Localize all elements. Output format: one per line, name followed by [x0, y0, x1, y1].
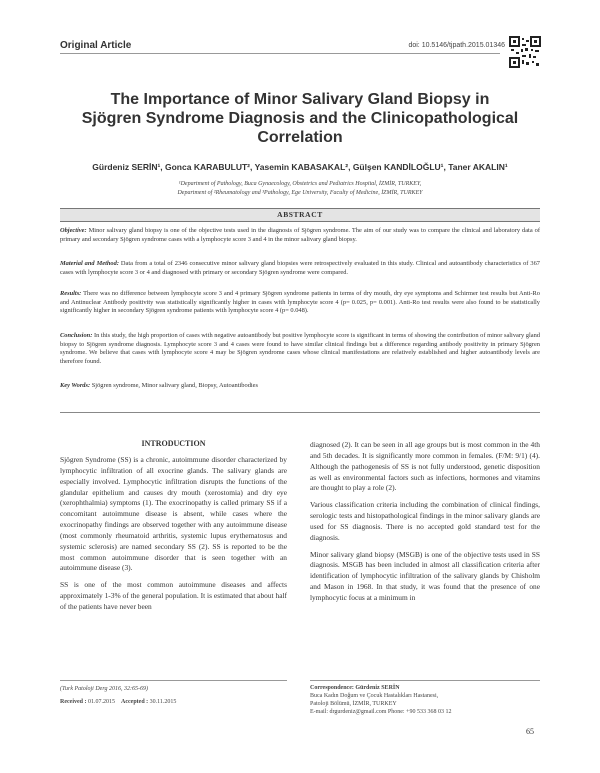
body-paragraph: Various classification criteria including the combination of clinical findings, serologic tests and histopathological findings in the minor salivary glands are used for SS diagnosis. There is no accepted gold standard test for the diagnosis. [310, 500, 540, 542]
abstract-results [60, 290, 540, 316]
abstract-label: Material and Method: [60, 260, 119, 267]
abstract-text: Data from a total of 2346 consecutive minor salivary gland biopsies were retrospectively evaluated in this study. Clinical and autoantibody characteristics of 367 cases with lymphocyte score 3 or 4 and diagnosed with primary or secondary Sjögren syndrome were compared. [60, 260, 540, 276]
title-line: Correlation [257, 129, 343, 146]
abstract-text: Minor salivary gland biopsy is one of the objective tests used in the diagnosis of Sjögren syndrome. The aim of our study was to compare the clinical and laboratory data of primary and secondary Sjögren syndrome cases with a lymphocyte score 3 and 4 in the minor salivary gland biopsy. [60, 227, 540, 243]
abstract-label: Results: [60, 290, 82, 297]
affiliation-line: ¹Department of Pathology, Buca Gynaecology, Obstetrics and Pediatrics Hospital, İZMİR, TURKEY, [178, 181, 422, 187]
article-dates [60, 699, 176, 705]
journal-citation: (Turk Patoloji Derg 2016, 32:65-69) [60, 686, 148, 692]
title-line: Sjögren Syndrome Diagnosis and the Clinicopathological [81, 110, 519, 127]
body-paragraph: SS is one of the most common autoimmune diseases and affects approximately 1-3% of the general population. It is estimated that about half of the patients have never been [60, 580, 287, 611]
page-number: 65 [526, 727, 534, 736]
footer-divider [310, 680, 540, 681]
abstract-heading: ABSTRACT [277, 210, 323, 219]
abstract-conclusion [60, 332, 540, 366]
abstract-text: There was no difference between lymphocyte score 3 and 4 primary Sjögren syndrome patients in terms of dry mouth, dry eye symptoms and Schirmer test results but Anti-Ro and Antinuclear Antibody positivity was statistically significantly higher in cases with lymphocyte score 4 (p= 0.025, p= 0.001). Anti-Ro test results were also found to be statistically significantly higher in secondary Sjögren syndrome patients with lymphocyte score 4 (p= 0.048). [60, 290, 541, 315]
abstract-objective [60, 227, 540, 244]
doi-text[interactable]: doi: 10.5146/tjpath.2015.01346 [408, 42, 505, 49]
correspondence-address: Patoloji Bölümü, İZMİR, TURKEY [310, 701, 397, 707]
accepted-date: 30.11.2015 [149, 699, 177, 705]
accepted-label: Accepted : [121, 699, 149, 705]
body-paragraph: Sjögren Syndrome (SS) is a chronic, autoimmune disorder characterized by lymphocytic infiltration of all exocrine glands. The salivary glands are especially involved. Lymphocytic infiltration disrupts the functions of the glandular epithelium and causes dry mouth (xerostomia) and dry eye (xerophthalmia) symptoms (1). The exocrinopathy is called primary SS if a concomitant autoimmune disease is absent, while cases where the exocrinopathy findings are observed together with any autoimmune disease (most commonly rheumatoid arthritis, systemic lupus erythematosus and systemic sclerosis) are named secondary SS (2). SS is reported to be the most common autoimmune disorder that is seen together with an autoimmune disease (3). [60, 455, 287, 573]
abstract-text: In this study, the high proportion of cases with negative autoantibody but positive lymphocyte score is significant in terms of showing the contribution of minor salivary gland biopsy to Sjögren syndrome diagnosis. Lymphocyte score 3 and 4 cases were found to have similar clinical findings but a difference regarding antibody positivity in primary Sjögren syndrome. We believe that cases with lymphocyte score 4 may be Sjögren syndrome cases whose clinical manifestations are relatively established and higher autoantibody levels are therefore found. [60, 332, 540, 365]
header-divider [60, 53, 500, 54]
affiliation-line: Department of ²Rheumatology and ³Pathology, Ege University, Faculty of Medicine, İZMİR, TURKEY [177, 190, 423, 196]
correspondence-name: Gürdeniz SERİN [355, 685, 400, 691]
abstract-divider [60, 412, 540, 413]
abstract-text: Sjögren syndrome, Minor salivary gland, Biopsy, Autoantibodies [91, 382, 258, 389]
section-heading-introduction: INTRODUCTION [141, 439, 206, 448]
correspondence-address: Buca Kadın Doğum ve Çocuk Hastalıkları Hastanesi, [310, 693, 439, 699]
footer-divider [60, 680, 287, 681]
article-type-label: Original Article [60, 40, 132, 51]
abstract-label: Objective: [60, 227, 87, 234]
correspondence-contact[interactable]: E-mail: drgurdeniz@gmail.com Phone: +90 533 368 03 12 [310, 709, 452, 715]
author-list: Gürdeniz SERİN¹, Gonca KARABULUT², Yasemin KABASAKAL², Gülşen KANDİLOĞLU¹, Taner AKALIN¹ [92, 162, 508, 172]
received-label: Received : [60, 699, 87, 705]
body-paragraph: diagnosed (2). It can be seen in all age groups but is most common in the 4th and 5th decades. It is significantly more common in females. (F/M: 9/1) (4). Although the pathogenesis of SS is not fully understood, genetic disposition as well as environmental factors such as infections, hormones and vitamins are thought to play a role (2). [310, 440, 540, 493]
abstract-methods [60, 260, 540, 277]
correspondence-block [310, 684, 540, 716]
body-column-left [60, 455, 287, 619]
qr-code-icon [509, 36, 541, 68]
received-date: 01.07.2015 [88, 699, 115, 705]
abstract-label: Conclusion: [60, 332, 93, 339]
abstract-keywords [60, 382, 540, 391]
body-paragraph: Minor salivary gland biopsy (MSGB) is one of the objective tests used in SS diagnosis. MSGB has been included in almost all classification criteria after identification of lymphocytic infiltration of the salivary glands by Chisholm and Mason in 1968. In that study, it was found that the presence of one lymphocytic focus at a minimum in [310, 549, 540, 602]
title-line: The Importance of Minor Salivary Gland Biopsy in [110, 91, 490, 108]
abstract-header-bar [60, 208, 540, 222]
abstract-label: Key Words: [60, 382, 91, 389]
correspondence-label: Correspondence: [310, 685, 354, 691]
body-column-right [310, 440, 540, 610]
paper-title [60, 90, 540, 147]
